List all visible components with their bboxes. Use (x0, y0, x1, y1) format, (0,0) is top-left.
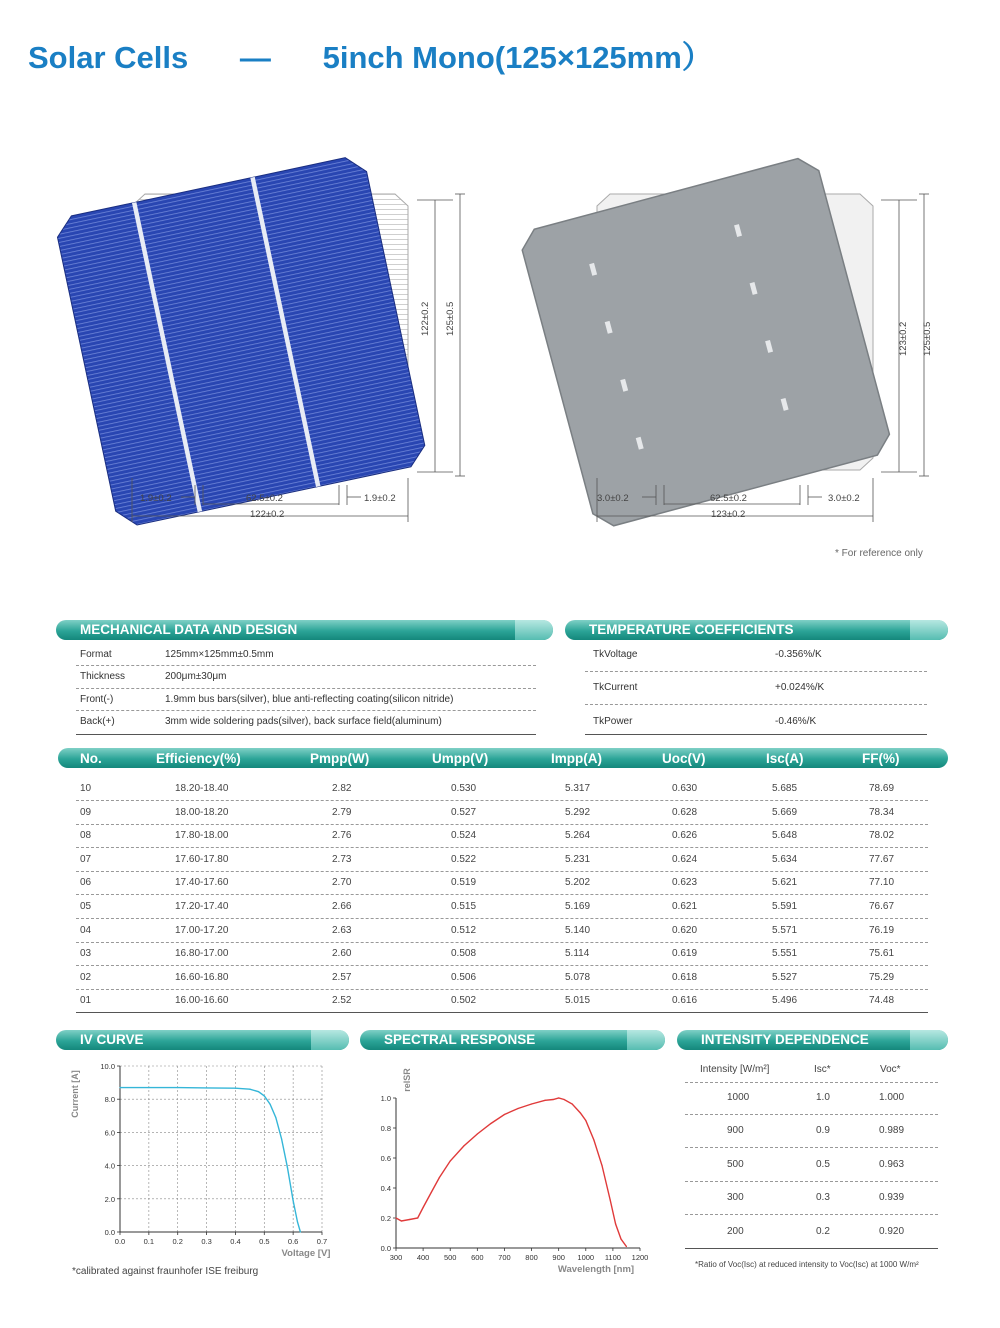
y-tick-label: 0.8 (380, 1124, 391, 1133)
x-tick-label: 0.4 (230, 1237, 241, 1246)
data-point (553, 1099, 554, 1100)
intensity-header: INTENSITY DEPENDENCE (677, 1030, 948, 1050)
y-tick-label: 0.4 (380, 1184, 391, 1193)
row-divider (76, 894, 928, 895)
mech-label: Format (80, 649, 112, 660)
data-point (620, 1238, 621, 1239)
dim-margin-left-right: 3.0±0.2 (597, 493, 629, 504)
dim-pitch-right: 62.5±0.2 (710, 493, 747, 504)
data-point (297, 1221, 298, 1222)
row-divider (76, 824, 928, 825)
data-point (395, 1217, 396, 1218)
intensity-cell: 1000 (727, 1092, 750, 1103)
table-cell: 17.80-18.00 (175, 830, 229, 842)
y-axis-label: relSR (402, 1068, 412, 1092)
row-divider (76, 918, 928, 919)
dim-height-inner-right: 123±0.2 (898, 321, 909, 356)
table-cell: 17.40-17.60 (175, 877, 229, 889)
intensity-cell: 0.2 (816, 1225, 830, 1237)
data-point (531, 1103, 532, 1104)
data-point (258, 1091, 259, 1092)
table-cell: 10 (80, 783, 92, 794)
intensity-cell: 0.920 (879, 1225, 905, 1237)
dim-margin-right-right: 3.0±0.2 (828, 493, 860, 504)
x-tick-label: 900 (552, 1253, 565, 1262)
table-cell: 5.551 (772, 948, 798, 960)
dim-pitch: 62.5±0.2 (246, 493, 283, 504)
dim-height-inner: 122±0.2 (420, 301, 431, 336)
table-cell: 0.522 (451, 853, 477, 865)
data-point (593, 1139, 594, 1140)
intensity-cell: 500 (727, 1158, 744, 1170)
data-point (615, 1223, 616, 1224)
intensity-column-header: Voc* (880, 1064, 901, 1075)
data-point (235, 1088, 236, 1089)
intensity-cell: 0.963 (879, 1158, 905, 1170)
table-cell: 05 (80, 901, 92, 912)
data-point (558, 1097, 559, 1098)
table-cell: 0.624 (672, 853, 698, 865)
blue-cell (55, 154, 429, 529)
table-cell: 0.620 (672, 924, 698, 936)
column-header: Uoc(V) (662, 751, 706, 766)
table-cell: 04 (80, 924, 92, 936)
table-cell: 02 (80, 971, 92, 983)
series-line (120, 1088, 300, 1232)
column-header: Isc(A) (766, 751, 804, 766)
column-header: Umpp(V) (432, 751, 489, 766)
data-point (601, 1165, 602, 1166)
table-cell: 5.634 (772, 853, 798, 865)
mechanical-header: MECHANICAL DATA AND DESIGN (56, 620, 553, 640)
table-cell: 0.618 (672, 971, 698, 983)
iv-curve-chart (56, 1056, 346, 1286)
intensity-cell: 0.939 (879, 1192, 905, 1204)
table-cell: 5.078 (565, 971, 591, 983)
table-cell: 5.496 (772, 995, 798, 1007)
row-divider (76, 800, 928, 801)
data-point (545, 1100, 546, 1101)
row-divider (76, 871, 928, 872)
mech-label: Back(+) (80, 716, 115, 727)
table-cell: 0.530 (451, 783, 477, 794)
y-tick-label: 4.0 (104, 1161, 115, 1171)
table-cell: 0.621 (672, 901, 698, 912)
table-cell: 5.140 (565, 924, 591, 936)
y-tick-label: 0.2 (380, 1214, 391, 1223)
table-cell: 2.82 (332, 783, 352, 794)
table-cell: 0.628 (672, 806, 698, 818)
temp-label: TkCurrent (593, 682, 638, 693)
table-cell: 5.317 (565, 783, 591, 794)
x-tick-label: 600 (471, 1253, 484, 1262)
x-tick-label: 0.1 (143, 1237, 155, 1246)
table-cell: 2.66 (332, 901, 352, 912)
table-cell: 07 (80, 853, 92, 865)
table-cell: 2.57 (332, 971, 352, 983)
x-tick-label: 700 (498, 1253, 511, 1262)
table-cell: 06 (80, 877, 92, 889)
iv-note: *calibrated against fraunhofer ISE freiburg (72, 1266, 259, 1277)
data-point (463, 1145, 464, 1146)
temp-label: TkVoltage (593, 649, 638, 660)
intensity-cell: 1.000 (879, 1092, 905, 1103)
intensity-cell: 0.9 (816, 1125, 830, 1137)
table-cell: 0.616 (672, 995, 698, 1007)
y-tick-label: 8.0 (104, 1095, 115, 1105)
data-point (264, 1095, 265, 1096)
x-tick-label: 0.7 (316, 1237, 328, 1246)
column-header: Pmpp(W) (310, 751, 370, 766)
data-point (300, 1231, 301, 1232)
data-point (148, 1087, 149, 1088)
row-divider (76, 847, 928, 848)
intensity-cell: 0.989 (879, 1125, 905, 1137)
table-cell: 5.292 (565, 806, 591, 818)
x-tick-label: 1100 (604, 1253, 621, 1262)
y-tick-label: 2.0 (104, 1194, 115, 1204)
table-cell: 0.630 (672, 783, 698, 794)
table-cell: 0.502 (451, 995, 477, 1007)
table-cell: 5.527 (772, 971, 798, 983)
x-tick-label: 800 (525, 1253, 538, 1262)
data-point (626, 1246, 627, 1247)
data-point (439, 1177, 440, 1178)
data-point (177, 1087, 178, 1088)
table-cell: 0.519 (451, 877, 477, 889)
table-cell: 76.67 (869, 901, 895, 912)
data-point (504, 1114, 505, 1115)
dim-height-outer-right: 125±0.5 (922, 321, 933, 356)
x-tick-label: 1200 (631, 1253, 649, 1262)
table-cell: 75.61 (869, 948, 895, 960)
table-cell: 76.19 (869, 924, 895, 936)
table-cell: 2.70 (332, 877, 352, 889)
table-cell: 5.114 (565, 948, 590, 960)
table-cell: 77.10 (869, 877, 895, 889)
intensity-cell: 0.3 (816, 1192, 830, 1204)
row-divider (76, 1012, 928, 1013)
table-cell: 5.648 (772, 830, 798, 842)
series-line (396, 1098, 626, 1247)
x-tick-label: 0.5 (259, 1237, 270, 1246)
table-cell: 2.73 (332, 853, 352, 865)
y-tick-label: 0.6 (380, 1154, 391, 1163)
temperature-header: TEMPERATURE COEFFICIENTS (565, 620, 948, 640)
table-cell: 5.571 (772, 924, 798, 936)
mech-value: 125mm×125mm±0.5mm (165, 649, 274, 660)
intensity-cell: 300 (727, 1192, 744, 1204)
table-cell: 2.79 (332, 806, 352, 818)
data-point (417, 1217, 418, 1218)
column-header: Impp(A) (551, 751, 602, 766)
table-cell: 18.20-18.40 (175, 783, 229, 794)
dim-margin-left: 1.9±0.2 (140, 493, 172, 504)
table-cell: 75.29 (869, 971, 895, 983)
temp-label: TkPower (593, 716, 633, 727)
table-cell: 17.60-17.80 (175, 853, 229, 865)
x-axis-label: Wavelength [nm] (557, 1264, 635, 1275)
table-cell: 2.76 (332, 830, 352, 842)
table-cell: 2.60 (332, 948, 352, 960)
data-point (249, 1089, 250, 1090)
dim-margin-right: 1.9±0.2 (364, 493, 396, 504)
table-cell: 08 (80, 830, 92, 842)
table-cell: 78.02 (869, 830, 895, 842)
table-cell: 5.015 (565, 995, 591, 1007)
table-cell: 78.69 (869, 783, 895, 794)
front-cell-drawing (55, 120, 475, 530)
table-cell: 5.169 (565, 901, 591, 912)
dim-height-outer: 125±0.5 (445, 301, 456, 336)
table-cell: 5.264 (565, 830, 591, 842)
table-cell: 5.669 (772, 806, 798, 818)
y-tick-label: 0.0 (104, 1228, 115, 1237)
row-divider (76, 965, 928, 966)
table-cell: 74.48 (869, 995, 895, 1007)
dim-width-right: 123±0.2 (711, 509, 746, 520)
intensity-cell: 0.5 (816, 1158, 830, 1170)
spectral-response-chart (360, 1056, 660, 1286)
table-cell: 0.506 (451, 971, 477, 983)
y-tick-label: 1.0 (380, 1094, 391, 1103)
table-cell: 78.34 (869, 806, 895, 818)
table-cell: 17.00-17.20 (175, 924, 229, 936)
table-cell: 5.591 (772, 901, 798, 912)
mech-value: 1.9mm bus bars(silver), blue anti-reflecting coating(silicon nitride) (165, 694, 454, 705)
x-tick-label: 1000 (577, 1253, 595, 1262)
temp-value: -0.356%/K (775, 649, 822, 660)
data-point (585, 1120, 586, 1121)
data-point (269, 1104, 270, 1105)
data-point (206, 1087, 207, 1088)
mech-label: Front(-) (80, 694, 114, 705)
x-axis-label: Voltage [V] (281, 1248, 331, 1259)
data-point (450, 1160, 451, 1161)
column-header: Efficiency(%) (156, 751, 241, 766)
data-point (431, 1192, 432, 1193)
table-cell: 5.685 (772, 783, 798, 794)
data-point (490, 1123, 491, 1124)
data-point (409, 1219, 410, 1220)
intensity-cell: 1.0 (816, 1092, 830, 1103)
table-cell: 5.231 (565, 853, 591, 865)
x-tick-label: 400 (416, 1253, 430, 1262)
data-point (610, 1199, 611, 1200)
data-point (517, 1108, 518, 1109)
table-cell: 0.508 (451, 948, 477, 960)
data-point (275, 1117, 276, 1118)
y-tick-label: 6.0 (104, 1128, 115, 1138)
iv-curve-header: IV CURVE (56, 1030, 349, 1050)
row-divider (76, 942, 928, 943)
table-cell: 5.621 (772, 877, 798, 889)
intensity-note: *Ratio of Voc(Isc) at reduced intensity to Voc(Isc) at 1000 W/m² (695, 1260, 919, 1269)
intensity-column-header: Intensity [W/m²] (700, 1064, 770, 1075)
reference-note: * For reference only (835, 548, 923, 559)
table-cell: 16.60-16.80 (175, 971, 229, 983)
y-tick-label: 10.0 (100, 1062, 115, 1071)
data-point (423, 1207, 424, 1208)
data-point (293, 1200, 294, 1201)
x-tick-label: 0.3 (201, 1237, 212, 1246)
data-point (281, 1138, 282, 1139)
back-cell-drawing (515, 120, 945, 530)
table-cell: 17.20-17.40 (175, 901, 229, 912)
table-cell: 0.527 (451, 806, 477, 818)
x-tick-label: 0.2 (172, 1237, 183, 1246)
dim-width: 122±0.2 (250, 509, 285, 520)
data-point (287, 1167, 288, 1168)
table-cell: 03 (80, 948, 92, 960)
x-tick-label: 500 (443, 1253, 457, 1262)
y-tick-label: 0.0 (380, 1244, 391, 1253)
mech-value: 200μm±30μm (165, 671, 227, 682)
table-cell: 0.524 (451, 830, 477, 842)
table-cell: 01 (80, 995, 92, 1007)
intensity-cell: 200 (727, 1225, 744, 1237)
mech-label: Thickness (80, 671, 126, 682)
data-point (572, 1103, 573, 1104)
table-cell: 5.202 (565, 877, 591, 889)
spectral-header: SPECTRAL RESPONSE (360, 1030, 665, 1050)
data-point (119, 1087, 120, 1088)
row-divider (76, 989, 928, 990)
table-cell: 0.515 (451, 901, 477, 912)
table-cell: 77.67 (869, 853, 895, 865)
intensity-column-header: Isc* (814, 1064, 831, 1075)
data-point (401, 1220, 402, 1221)
temp-value: +0.024%/K (775, 682, 825, 693)
column-header: FF(%) (862, 751, 900, 766)
data-point (477, 1133, 478, 1134)
intensity-cell: 900 (727, 1125, 744, 1137)
x-tick-label: 300 (389, 1253, 403, 1262)
table-cell: 0.626 (672, 830, 698, 842)
table-cell: 18.00-18.20 (175, 806, 229, 818)
data-point (580, 1112, 581, 1113)
data-point (563, 1099, 564, 1100)
table-cell: 0.619 (672, 948, 698, 960)
temp-value: -0.46%/K (775, 716, 817, 727)
table-cell: 09 (80, 806, 92, 818)
mech-value: 3mm wide soldering pads(silver), back surface field(aluminum) (165, 716, 442, 727)
page-title: Solar Cells — 5inch Mono(125×125mm） (28, 40, 713, 75)
y-axis-label: Current [A] (70, 1070, 80, 1118)
x-tick-label: 0.0 (114, 1237, 126, 1246)
column-header: No. (80, 751, 102, 766)
table-cell: 16.00-16.60 (175, 995, 229, 1007)
table-cell: 0.623 (672, 877, 698, 889)
table-cell: 16.80-17.00 (175, 948, 229, 960)
table-cell: 2.52 (332, 995, 352, 1007)
table-cell: 2.63 (332, 924, 352, 936)
table-cell: 0.512 (451, 924, 477, 936)
x-tick-label: 0.6 (287, 1237, 299, 1246)
